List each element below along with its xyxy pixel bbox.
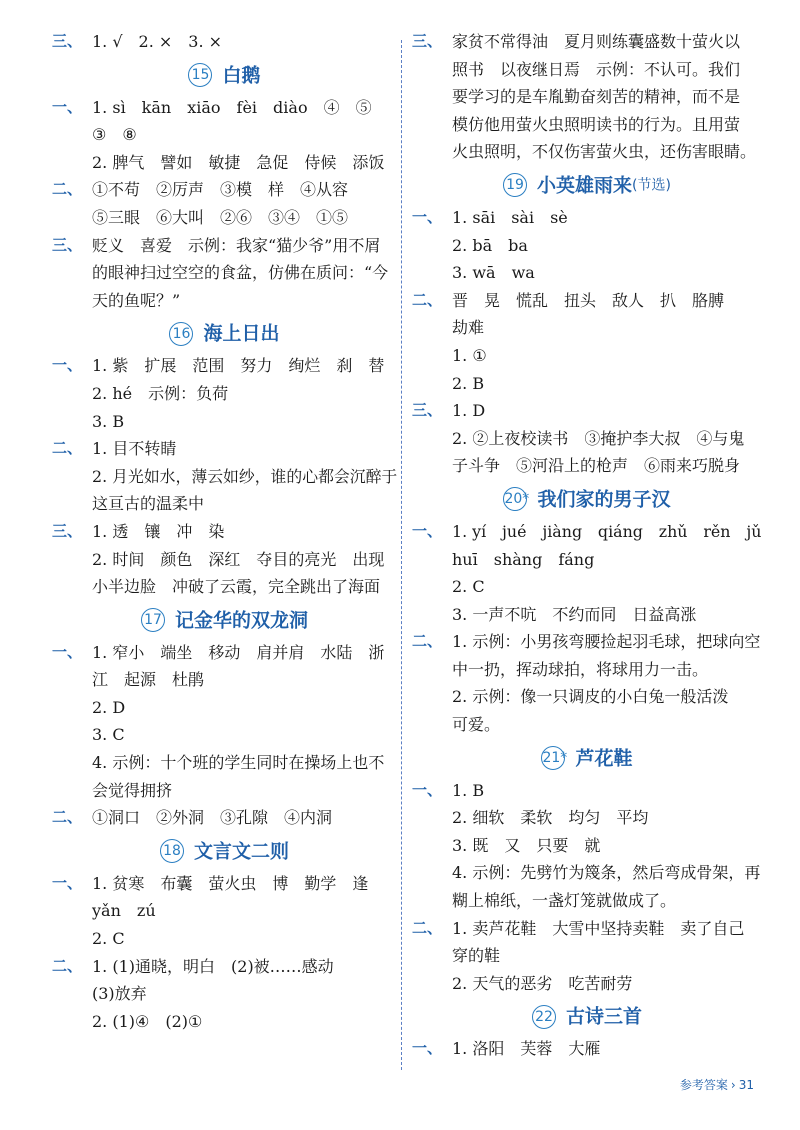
answer-text: 可爱。 bbox=[452, 715, 501, 735]
answer-line bbox=[52, 149, 397, 177]
column-divider bbox=[401, 40, 402, 1070]
answer-text: 2. B bbox=[452, 373, 485, 393]
answer-line bbox=[52, 490, 397, 518]
answer-line bbox=[52, 94, 397, 122]
section-marker: 二、 bbox=[52, 808, 83, 827]
answer-text: 2. 细软 柔软 均匀 平均 bbox=[452, 808, 649, 828]
lesson-name: 海上日出 bbox=[203, 322, 280, 345]
answer-line bbox=[412, 518, 762, 546]
section-marker: 一、 bbox=[52, 873, 83, 892]
answer-line bbox=[412, 970, 762, 998]
answer-line bbox=[52, 352, 397, 380]
section-marker: 三、 bbox=[412, 32, 443, 50]
answer-line bbox=[412, 342, 762, 370]
answer-line bbox=[52, 232, 397, 260]
answer-line bbox=[52, 777, 397, 805]
answer-text: 2. 月光如水，薄云如纱，谁的心都会沉醉于 bbox=[92, 466, 398, 486]
section-marker: 二、 bbox=[52, 956, 83, 975]
section-marker: 一、 bbox=[412, 780, 443, 799]
answer-text: 1. 窄小 端坐 移动 肩并肩 水陆 浙 bbox=[92, 642, 385, 662]
section-marker: 一、 bbox=[412, 521, 443, 540]
answer-line bbox=[412, 314, 762, 342]
answer-text: 1. 示例：小男孩弯腰捡起羽毛球，把球向空 bbox=[452, 632, 761, 652]
answer-line bbox=[412, 204, 762, 232]
answer-line bbox=[412, 259, 762, 287]
lesson-title bbox=[52, 316, 397, 350]
answer-text: 3. wā wa bbox=[452, 263, 535, 283]
answer-line bbox=[412, 601, 762, 629]
answer-line bbox=[52, 953, 397, 981]
answer-text: 1. sāi sài sè bbox=[452, 207, 568, 227]
section-marker: 三、 bbox=[52, 235, 83, 254]
answer-text: 1. D bbox=[452, 401, 486, 421]
answer-line bbox=[52, 1008, 397, 1036]
answer-line bbox=[412, 683, 762, 711]
lesson-number-badge: 19 bbox=[503, 173, 527, 197]
right-column bbox=[412, 28, 762, 1063]
answer-line bbox=[52, 204, 397, 232]
answer-line bbox=[52, 694, 397, 722]
answer-text: 的眼神扫过空空的食盆，仿佛在质问：“今 bbox=[92, 263, 389, 283]
answer-text: 晋 晃 慌乱 扭头 敌人 扒 胳膊 bbox=[452, 290, 725, 310]
answer-text: 1. 目不转睛 bbox=[92, 439, 177, 459]
section-marker: 一、 bbox=[412, 1039, 443, 1058]
answer-line bbox=[412, 232, 762, 260]
answer-text: 2. 时间 颜色 深红 夺目的亮光 出现 bbox=[92, 549, 385, 569]
answer-text: 子斗争 ⑤河沿上的枪声 ⑥雨来巧脱身 bbox=[452, 456, 741, 476]
answer-text: 2. (1)④ (2)① bbox=[92, 1011, 203, 1031]
answer-text: 1. sì kān xiāo fèi diào ④ ⑤ bbox=[92, 97, 372, 117]
lesson-name: 古诗三首 bbox=[565, 1005, 642, 1028]
lesson-name: 芦花鞋 bbox=[575, 747, 633, 770]
lesson-number-badge: 20* bbox=[503, 487, 527, 511]
answer-line bbox=[52, 176, 397, 204]
page-number: 31 bbox=[738, 1078, 754, 1092]
answer-text: ⑤三眼 ⑥大叫 ②⑥ ③④ ①⑤ bbox=[92, 207, 349, 227]
answer-text: 1. 透 镶 冲 染 bbox=[92, 521, 225, 541]
answer-line bbox=[52, 28, 397, 56]
chevron-right-icon: › bbox=[730, 1078, 736, 1092]
answer-text: 家贫不常得油 夏月则练囊盛数十萤火以 bbox=[452, 32, 741, 51]
answer-line bbox=[52, 408, 397, 436]
answer-text: 2. C bbox=[452, 577, 485, 597]
lesson-name: 我们家的男子汉 bbox=[537, 488, 671, 511]
section-marker: 一、 bbox=[52, 642, 83, 661]
answer-text: 1. B bbox=[452, 780, 485, 800]
answer-line bbox=[412, 915, 762, 943]
lesson-name: 小英雄雨来 bbox=[537, 174, 633, 197]
answer-text: 1. 贫寒 布囊 萤火虫 博 勤学 逢 bbox=[92, 873, 369, 893]
answer-line bbox=[412, 656, 762, 684]
lesson-number-badge: 15 bbox=[188, 63, 212, 87]
answer-text: 3. 一声不吭 不约而同 日益高涨 bbox=[452, 604, 697, 624]
answer-line bbox=[52, 721, 397, 749]
answer-line bbox=[412, 832, 762, 860]
answer-text: 2. C bbox=[92, 929, 125, 949]
answer-text: 中一扔，挥动球拍，将球用力一击。 bbox=[452, 659, 709, 679]
answer-text: 4. 示例：先劈竹为篾条，然后弯成骨架，再 bbox=[452, 863, 761, 883]
answer-line bbox=[412, 804, 762, 832]
answer-line bbox=[412, 711, 762, 739]
answer-line bbox=[52, 463, 397, 491]
answer-line bbox=[412, 777, 762, 805]
footer-label: 参考答案 bbox=[679, 1078, 728, 1092]
answer-text: 会觉得拥挤 bbox=[92, 780, 173, 800]
answer-line bbox=[52, 121, 397, 149]
answer-line bbox=[52, 870, 397, 898]
answer-text: 2. D bbox=[92, 697, 126, 717]
section-marker: 二、 bbox=[52, 180, 83, 199]
answer-text: 3. C bbox=[92, 725, 125, 745]
answer-line bbox=[412, 628, 762, 656]
lesson-title bbox=[412, 741, 762, 775]
answer-text: 这亘古的温柔中 bbox=[92, 494, 205, 514]
answer-text: 2. hé 示例：负荷 bbox=[92, 383, 229, 403]
answer-text: 3. 既 又 只要 就 bbox=[452, 835, 601, 855]
answer-text: ①洞口 ②外洞 ③孔隙 ④内洞 bbox=[92, 808, 333, 828]
answer-text: 2. 天气的恶劣 吃苦耐劳 bbox=[452, 973, 633, 993]
answer-line bbox=[52, 573, 397, 601]
lesson-title bbox=[412, 168, 762, 202]
section-marker: 二、 bbox=[412, 918, 443, 937]
answer-text: ①不苟 ②厉声 ③模 样 ④从容 bbox=[92, 180, 349, 200]
answer-line bbox=[52, 749, 397, 777]
lesson-number-badge: 22 bbox=[532, 1005, 556, 1029]
answer-line bbox=[52, 518, 397, 546]
page-footer bbox=[680, 1076, 754, 1093]
answer-text: 1. 洛阳 芙蓉 大雁 bbox=[452, 1039, 601, 1059]
lesson-name: 记金华的双龙洞 bbox=[174, 609, 308, 632]
answer-text: 穿的鞋 bbox=[452, 946, 501, 966]
answer-line bbox=[52, 666, 397, 694]
lesson-number-badge: 17 bbox=[141, 608, 165, 632]
section-marker: 三、 bbox=[52, 32, 83, 50]
answer-text: 2. ②上夜校读书 ③掩护李大叔 ④与鬼 bbox=[452, 428, 745, 448]
answer-text: 要学习的是车胤勤奋刻苦的精神，而不是 bbox=[452, 87, 741, 107]
answer-text: (3)放弃 bbox=[92, 984, 147, 1004]
answer-line bbox=[412, 370, 762, 398]
answer-text: huī shàng fáng bbox=[452, 549, 595, 569]
answer-text: 1. ① bbox=[452, 345, 487, 365]
answer-line bbox=[412, 452, 762, 480]
lesson-title bbox=[412, 999, 762, 1033]
answer-line bbox=[52, 639, 397, 667]
section-marker: 二、 bbox=[412, 290, 443, 309]
answer-text: 1. 卖芦花鞋 大雪中坚持卖鞋 卖了自己 bbox=[452, 918, 745, 938]
answer-text: 1. 紫 扩展 范围 努力 绚烂 刹 替 bbox=[92, 356, 385, 376]
answer-text: 江 起源 杜鹃 bbox=[92, 670, 205, 690]
answer-text: 糊上棉纸，一盏灯笼就做成了。 bbox=[452, 891, 677, 911]
answer-text: 照书 以夜继日焉 示例：不认可。我们 bbox=[452, 59, 741, 79]
answer-text: 2. 示例：像一只调皮的小白兔一般活泼 bbox=[452, 687, 729, 707]
answer-line bbox=[52, 259, 397, 287]
answer-text: 2. 脾气 譬如 敏捷 急促 侍候 添饭 bbox=[92, 152, 385, 172]
section-marker: 一、 bbox=[412, 207, 443, 226]
answer-line bbox=[412, 287, 762, 315]
answer-line bbox=[412, 28, 762, 56]
answer-line bbox=[412, 138, 762, 166]
answer-line bbox=[412, 397, 762, 425]
answer-line bbox=[412, 1035, 762, 1063]
lesson-subtitle: (节选) bbox=[632, 177, 671, 194]
answer-line bbox=[412, 573, 762, 601]
answer-text: 模仿他用萤火虫照明读书的行为。且用萤 bbox=[452, 114, 741, 134]
answer-text: yǎn zú bbox=[92, 901, 156, 921]
answer-line bbox=[412, 111, 762, 139]
lesson-name: 白鹅 bbox=[222, 64, 261, 87]
answer-line bbox=[412, 56, 762, 84]
lesson-title bbox=[52, 603, 397, 637]
lesson-number-badge: 21* bbox=[541, 746, 565, 770]
answer-text: 1. yí jué jiàng qiáng zhǔ rěn jǔ bbox=[452, 521, 762, 541]
answer-line bbox=[412, 859, 762, 887]
answer-line bbox=[412, 546, 762, 574]
lesson-name: 文言文二则 bbox=[193, 840, 289, 863]
answer-text: 天的鱼呢？” bbox=[92, 290, 181, 310]
section-marker: 二、 bbox=[52, 439, 83, 458]
answer-text: 1. (1)通晓，明白 (2)被……感动 bbox=[92, 956, 334, 976]
answer-line bbox=[52, 546, 397, 574]
section-marker: 二、 bbox=[412, 632, 443, 651]
answer-text: 贬义 喜爱 示例：我家“猫少爷”用不屑 bbox=[92, 235, 381, 255]
answer-line bbox=[52, 897, 397, 925]
section-marker: 三、 bbox=[412, 401, 443, 420]
answer-text: 火虫照明，不仅伤害萤火虫，还伤害眼睛。 bbox=[452, 142, 757, 162]
answer-text: 1. √ 2. × 3. × bbox=[92, 32, 223, 51]
answer-text: 3. B bbox=[92, 411, 125, 431]
answer-line bbox=[52, 380, 397, 408]
answer-text: 小半边脸 冲破了云霞，完全跳出了海面 bbox=[92, 577, 381, 597]
answer-text: 2. bā ba bbox=[452, 235, 528, 255]
answer-line bbox=[52, 980, 397, 1008]
lesson-title bbox=[52, 58, 397, 92]
answer-text: 4. 示例：十个班的学生同时在操场上也不 bbox=[92, 753, 385, 773]
lesson-title bbox=[52, 834, 397, 868]
answer-line bbox=[412, 887, 762, 915]
answer-text: 劫难 bbox=[452, 318, 485, 338]
answer-line bbox=[412, 83, 762, 111]
answer-line bbox=[412, 942, 762, 970]
answer-line bbox=[52, 287, 397, 315]
answer-line bbox=[52, 925, 397, 953]
lesson-number-badge: 18 bbox=[160, 839, 184, 863]
section-marker: 一、 bbox=[52, 97, 83, 116]
answer-text: ③ ⑧ bbox=[92, 125, 137, 145]
lesson-title bbox=[412, 482, 762, 516]
answer-line bbox=[412, 425, 762, 453]
answer-line bbox=[52, 804, 397, 832]
answer-line bbox=[52, 435, 397, 463]
lesson-number-badge: 16 bbox=[169, 322, 193, 346]
section-marker: 三、 bbox=[52, 521, 83, 540]
left-column bbox=[52, 28, 397, 1035]
section-marker: 一、 bbox=[52, 356, 83, 375]
